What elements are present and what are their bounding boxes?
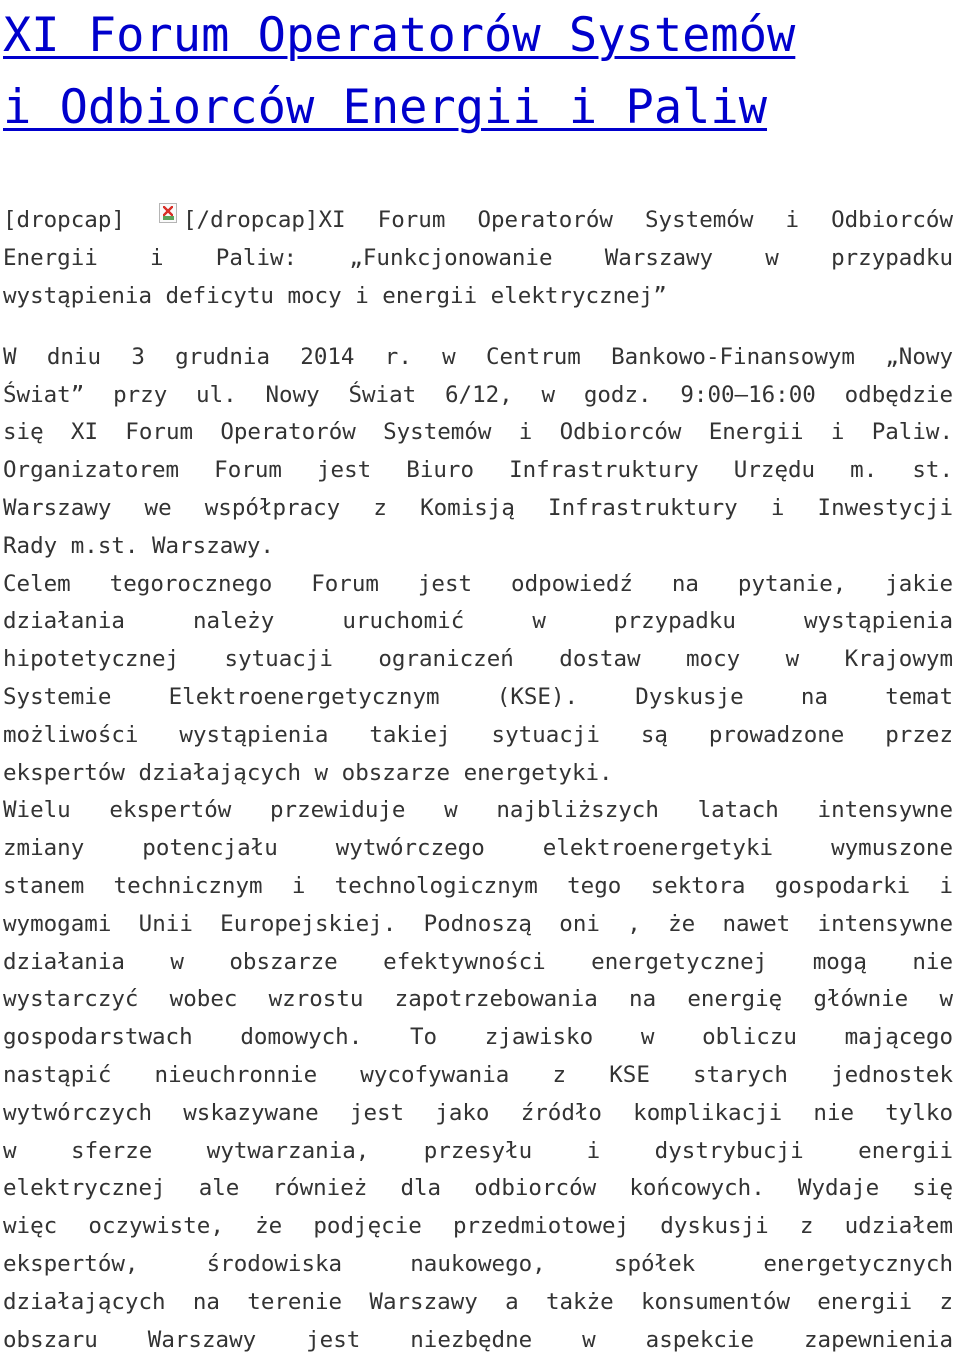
body-line: gospodarstwach domowych. To zjawisko w obliczu mającego: [3, 1024, 953, 1051]
body-line: Świat” przy ul. Nowy Świat 6/12, w godz. 9:00–16:00 odbędzie: [3, 381, 953, 408]
body-line: elektrycznej ale również dla odbiorców końcowych. Wydaje się: [3, 1175, 953, 1202]
intro-line: wystąpienia deficytu mocy i energii elektrycznej”: [3, 282, 667, 309]
article-title-link[interactable]: [3, 0, 958, 144]
body-line: się XI Forum Operatorów Systemów i Odbiorców Energii i Paliw.: [3, 419, 953, 446]
body-line: w sferze wytwarzania, przesyłu i dystrybucji energii: [3, 1137, 953, 1164]
body-line: obszaru Warszawy jest niezbędne w aspekcie zapewnienia: [3, 1326, 953, 1353]
paragraph-gap: [3, 315, 953, 339]
body-line: ekspertów działających w obszarze energetyki.: [3, 759, 613, 786]
body-line: Warszawy we współpracy z Komisją Infrastruktury i Inwestycji: [3, 495, 953, 522]
body-line: hipotetycznej sytuacji ograniczeń dostaw mocy w Krajowym: [3, 646, 953, 673]
title-line: XI Forum Operatorów Systemów: [3, 8, 796, 63]
dropcap-line: [3, 202, 953, 240]
body-line: więc oczywiste, że podjęcie przedmiotowej dyskusji z udziałem: [3, 1213, 953, 1240]
broken-image-icon: [159, 203, 177, 223]
body-line: działania w obszarze efektywności energetycznej mogą nie: [3, 948, 953, 975]
body-line: nastąpić nieuchronnie wycofywania z KSE starych jednostek: [3, 1062, 953, 1089]
body-line: działania należy uruchomić w przypadku wystąpienia: [3, 608, 953, 635]
body-line: Organizatorem Forum jest Biuro Infrastruktury Urzędu m. st.: [3, 457, 953, 484]
dropcap-open-text: [dropcap]: [3, 207, 125, 233]
body-line: wytwórczych wskazywane jest jako źródło komplikacji nie tylko: [3, 1099, 953, 1126]
dropcap-close-text: [/dropcap]XI Forum Operatorów Systemów i Odbiorców: [183, 207, 953, 233]
article-title: [3, 0, 958, 144]
article-body: [3, 202, 953, 1359]
body-line: W dniu 3 grudnia 2014 r. w Centrum Bankowo-Finansowym „Nowy: [3, 343, 953, 370]
body-line: wystarczyć wobec wzrostu zapotrzebowania na energię głównie w: [3, 986, 953, 1013]
body-line: Celem tegorocznego Forum jest odpowiedź na pytanie, jakie: [3, 570, 953, 597]
body-line: ekspertów, środowiska naukowego, spółek energetycznych: [3, 1251, 953, 1278]
intro-line: Energii i Paliw: „Funkcjonowanie Warszawy w przypadku: [3, 244, 953, 271]
body-line: Wielu ekspertów przewiduje w najbliższych latach intensywne: [3, 797, 953, 824]
title-line: i Odbiorców Energii i Paliw: [3, 80, 768, 135]
body-line: wymogami Unii Europejskiej. Podnoszą oni , że nawet intensywne: [3, 910, 953, 937]
body-line: działających na terenie Warszawy a także konsumentów energii z: [3, 1288, 953, 1315]
body-line: zmiany potencjału wytwórczego elektroenergetyki wymuszone: [3, 835, 953, 862]
body-line: Systemie Elektroenergetycznym (KSE). Dyskusje na temat: [3, 684, 953, 711]
body-line: Rady m.st. Warszawy.: [3, 532, 274, 559]
body-line: możliwości wystąpienia takiej sytuacji są prowadzone przez: [3, 721, 953, 748]
body-line: stanem technicznym i technologicznym tego sektora gospodarki i: [3, 873, 953, 900]
